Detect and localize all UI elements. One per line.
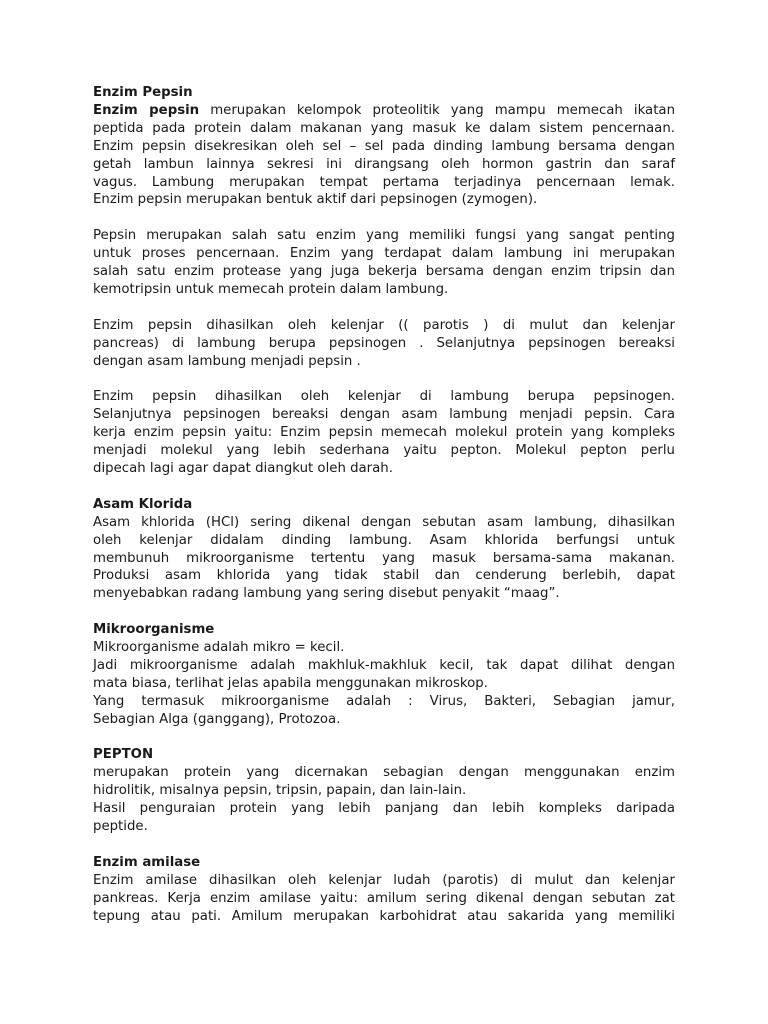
- text-line: untuk proses pencernaan. Enzim yang terdapat dalam lambung ini merupakan: [93, 246, 675, 262]
- section-heading: PEPTON: [93, 747, 154, 763]
- text-line: salah satu enzim protease yang juga bekerja bersama dengan enzim tripsin dan: [93, 264, 675, 280]
- text-line: getah lambun lainnya sekresi ini dirangsang oleh hormon gastrin dan saraf: [93, 156, 675, 172]
- paragraph: [93, 388, 675, 478]
- paragraph: [93, 639, 675, 657]
- paragraph: [93, 514, 675, 604]
- text-line: Enzim amilase dihasilkan oleh kelenjar ludah (parotis) di mulut dan kelenjar: [93, 872, 675, 888]
- text-line: Pepsin merupakan salah satu enzim yang memiliki fungsi yang sangat penting: [93, 228, 675, 244]
- text-line: Yang termasuk mikroorganisme adalah : Virus, Bakteri, Sebagian jamur,: [93, 693, 675, 709]
- text-line: Jadi mikroorganisme adalah makhluk-makhluk kecil, tak dapat dilihat dengan: [93, 657, 675, 673]
- text-line: peptide.: [93, 819, 148, 835]
- section: [93, 854, 675, 926]
- text-line: peptida pada protein dalam makanan yang masuk ke dalam sistem pencernaan.: [93, 120, 675, 136]
- text-line: Asam khlorida (HCl) sering dikenal dengan sebutan asam lambung, dihasilkan: [93, 514, 675, 530]
- text-line: Enzim pepsin dihasilkan oleh kelenjar di lambung berupa pepsinogen.: [93, 389, 675, 405]
- paragraph: [93, 317, 675, 371]
- text-line: Enzim pepsin disekresikan oleh sel – sel pada dinding lambung bersama dengan: [93, 138, 675, 154]
- section: [93, 496, 675, 603]
- text-line: Mikroorganisme adalah mikro = kecil.: [93, 640, 345, 656]
- document-page: [93, 84, 675, 943]
- section-heading: Mikroorganisme: [93, 622, 215, 638]
- section-heading: Enzim amilase: [93, 854, 201, 870]
- paragraph: [93, 227, 675, 299]
- text-line: vagus. Lambung merupakan tempat pertama terjadinya pencernaan lemak.: [93, 174, 675, 190]
- paragraph: [93, 872, 675, 926]
- text-line: Selanjutnya pepsinogen bereaksi dengan asam lambung menjadi pepsin. Cara: [93, 407, 675, 423]
- section: [93, 621, 675, 728]
- text-line: mata biasa, terlihat jelas apabila menggunakan mikroskop.: [93, 675, 488, 691]
- text-line: merupakan protein yang dicernakan sebagian dengan menggunakan enzim: [93, 765, 675, 781]
- text-line: [93, 102, 675, 120]
- text-line: menyebabkan radang lambung yang sering disebut penyakit “maag”.: [93, 586, 560, 602]
- text-line: Produksi asam khlorida yang tidak stabil dan cenderung berlebih, dapat: [93, 568, 675, 584]
- bold-lead: Enzim pepsin: [93, 102, 200, 118]
- text-line: dipecah lagi agar dapat diangkut oleh darah.: [93, 460, 393, 476]
- text-line: menjadi molekul yang lebih sederhana yaitu pepton. Molekul pepton perlu: [93, 443, 675, 459]
- section-heading: Asam Klorida: [93, 496, 193, 512]
- text-line: oleh kelenjar didalam dinding lambung. Asam khlorida berfungsi untuk: [93, 532, 675, 548]
- paragraph: [93, 657, 675, 693]
- text-line: Enzim pepsin merupakan bentuk aktif dari pepsinogen (zymogen).: [93, 192, 538, 208]
- text-line: dengan asam lambung menjadi pepsin .: [93, 353, 361, 369]
- text-line: hidrolitik, misalnya pepsin, tripsin, papain, dan lain-lain.: [93, 783, 467, 799]
- text-line: membunuh mikroorganisme tertentu yang masuk bersama-sama makanan.: [93, 550, 675, 566]
- text-run: merupakan kelompok proteolitik yang mampu memecah ikatan: [199, 102, 675, 118]
- text-line: Enzim pepsin dihasilkan oleh kelenjar (( parotis ) di mulut dan kelenjar: [93, 317, 675, 333]
- text-line: tepung atau pati. Amilum merupakan karbohidrat atau sakarida yang memiliki: [93, 908, 675, 924]
- text-line: kerja enzim pepsin yaitu: Enzim pepsin memecah molekul protein yang kompleks: [93, 425, 675, 441]
- section-heading: Enzim Pepsin: [93, 85, 193, 100]
- text-line: kemotripsin untuk memecah protein dalam lambung.: [93, 281, 449, 297]
- section: [93, 746, 675, 836]
- text-line: Sebagian Alga (ganggang), Protozoa.: [93, 711, 341, 727]
- text-line: Hasil penguraian protein yang lebih panjang dan lebih kompleks daripada: [93, 801, 675, 817]
- paragraph: [93, 693, 675, 729]
- text-line: pankreas. Kerja enzim amilase yaitu: amilum sering dikenal dengan sebutan zat: [93, 890, 675, 906]
- section: [93, 84, 675, 478]
- paragraph: [93, 102, 675, 209]
- paragraph: [93, 800, 675, 836]
- text-line: pancreas) di lambung berupa pepsinogen . Selanjutnya pepsinogen bereaksi: [93, 335, 675, 351]
- paragraph: [93, 764, 675, 800]
